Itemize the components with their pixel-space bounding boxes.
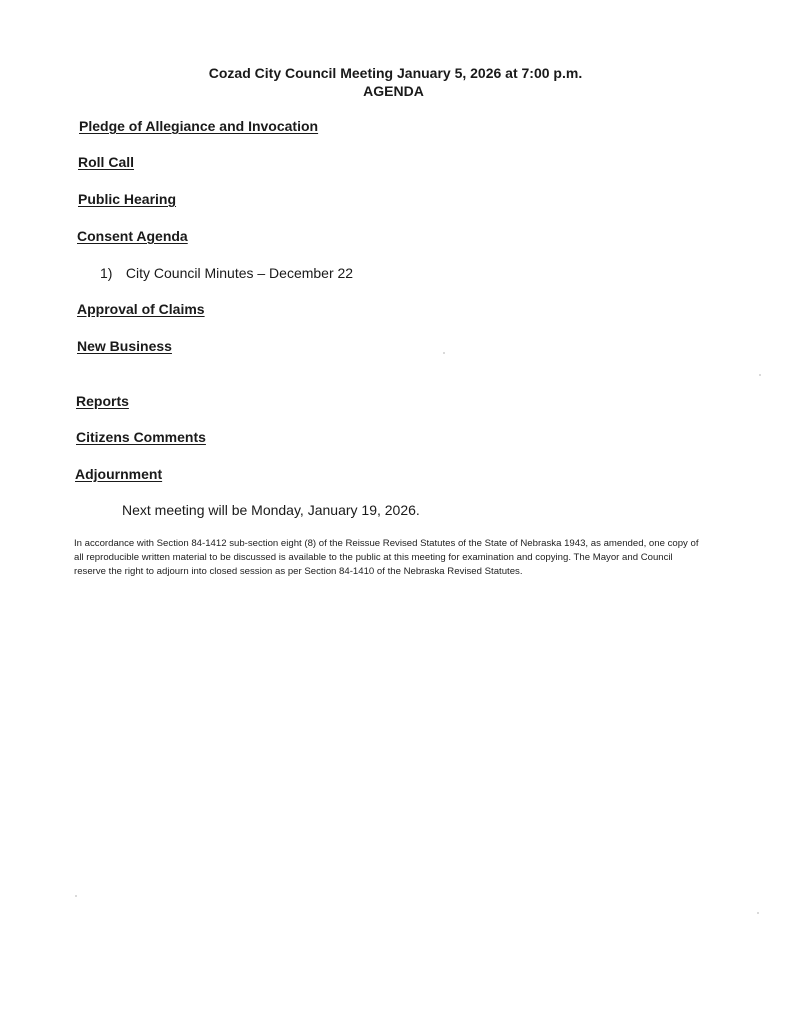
page-subtitle: AGENDA: [363, 83, 424, 99]
section-citizens-comments: Citizens Comments: [76, 429, 206, 445]
next-meeting-note: Next meeting will be Monday, January 19, 2026.: [122, 502, 420, 518]
section-new-business: New Business: [77, 338, 172, 354]
section-consent-agenda: Consent Agenda: [77, 228, 188, 244]
legal-disclaimer: In accordance with Section 84-1412 sub-section eight (8) of the Reissue Revised Statutes of the State of Nebraska 1943, as amended, one copy of all reproducible written material to be discussed is available to the public at this meeting for examination and copying. The Mayor and Council reserve the right to adjourn into closed session as per Section 84-1410 of the Nebraska Revised Statutes.: [74, 538, 699, 577]
scan-speck: [75, 895, 77, 897]
page-title: Cozad City Council Meeting January 5, 2026 at 7:00 p.m.: [208, 65, 583, 81]
consent-item-number: 1): [100, 265, 113, 281]
consent-item-text: City Council Minutes – December 22: [125, 265, 354, 281]
scan-speck: [757, 912, 759, 914]
section-public-hearing: Public Hearing: [78, 191, 177, 207]
section-approval-of-claims: Approval of Claims: [77, 301, 205, 317]
scan-speck: [443, 352, 445, 354]
section-reports: Reports: [76, 393, 129, 409]
scan-speck: [759, 374, 761, 376]
section-roll-call: Roll Call: [78, 154, 135, 170]
section-adjournment: Adjournment: [75, 466, 163, 482]
section-pledge: Pledge of Allegiance and Invocation: [79, 118, 319, 134]
consent-item: [100, 265, 353, 281]
